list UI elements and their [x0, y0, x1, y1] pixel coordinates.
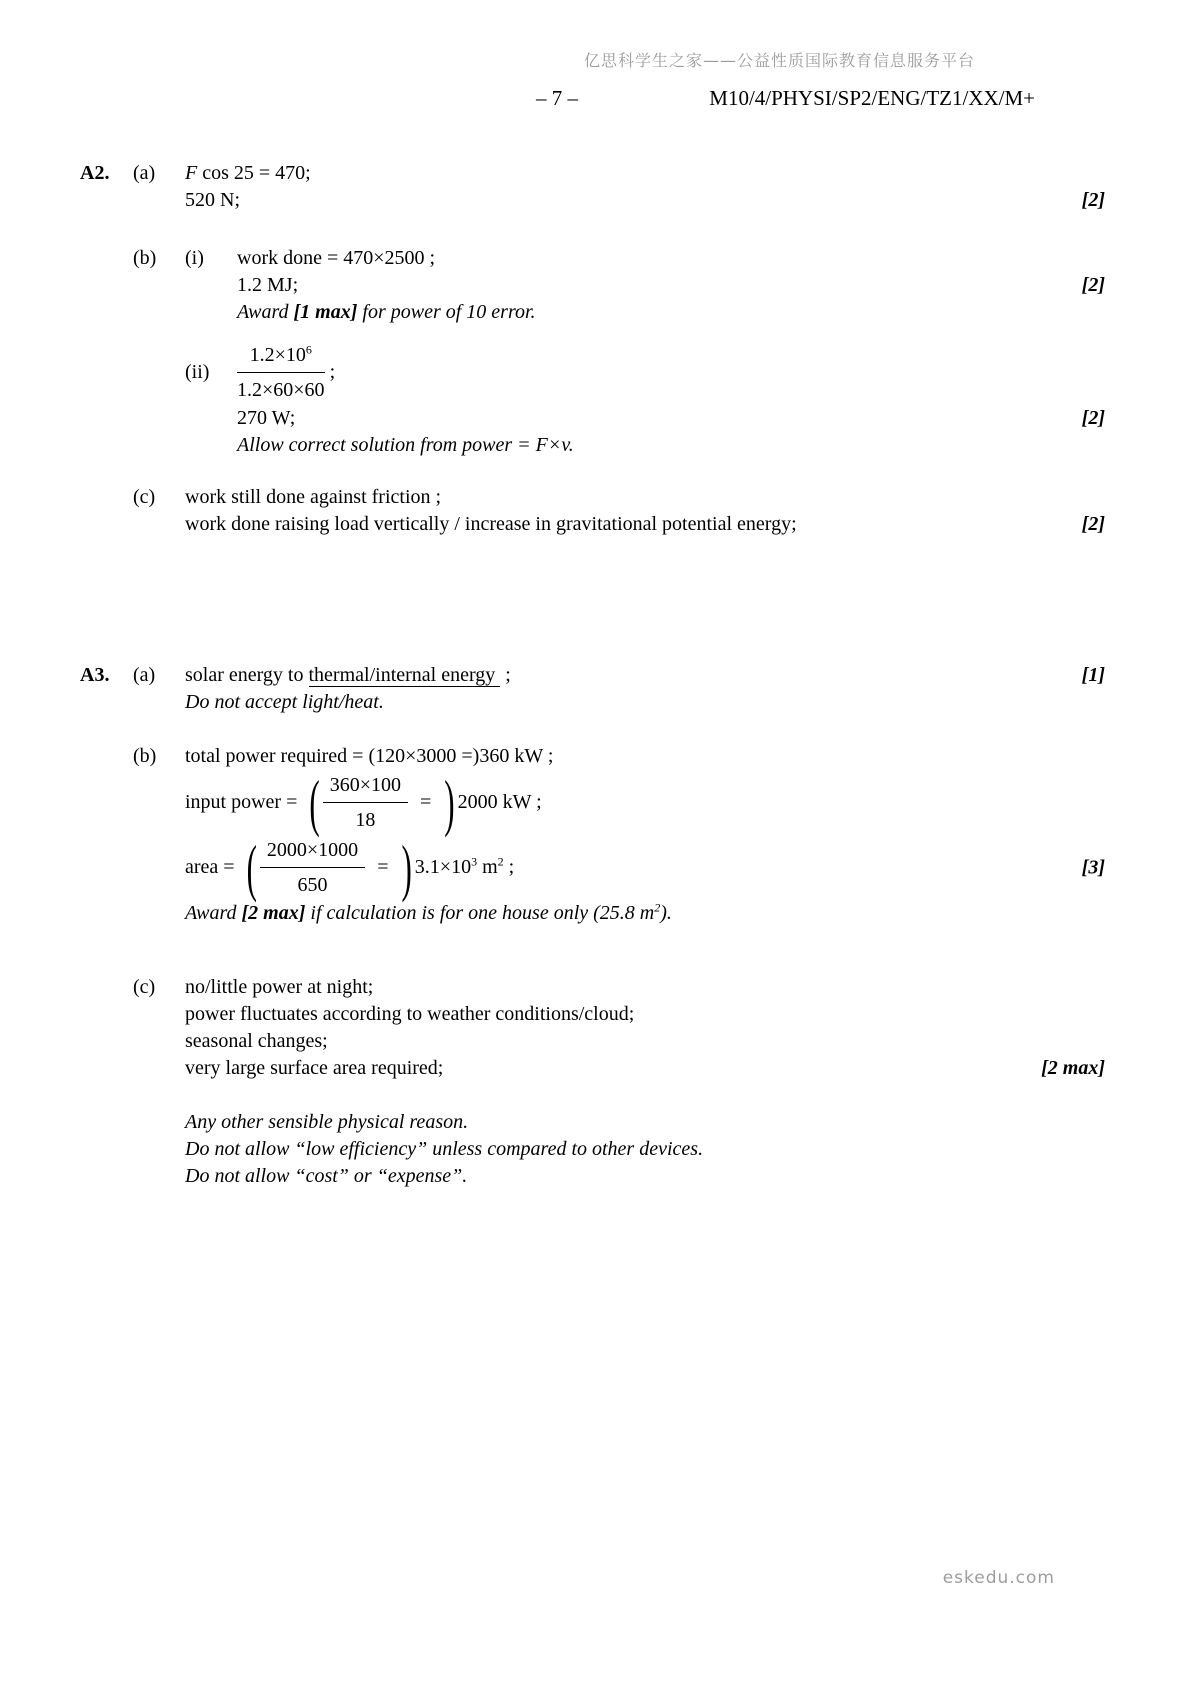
- subpart-label: (ii): [185, 361, 210, 383]
- examiner-note: Do not allow “cost” or “expense”.: [185, 1165, 468, 1187]
- answer-line: [185, 160, 1105, 187]
- fraction-expression: $\frac{1.2\times 10^6}{1.2\times 60\times 60}$ ;: [237, 340, 1105, 405]
- left-paren: (: [309, 766, 320, 839]
- marks-badge: [2]: [1081, 513, 1105, 535]
- answer-line: very large surface area required; [2 max]: [185, 1055, 1105, 1082]
- part-label: (c): [133, 486, 156, 508]
- answer-line: 520 N; [2]: [185, 187, 1105, 214]
- marks-badge: [2]: [1081, 274, 1105, 296]
- answer-line: no/little power at night;: [185, 976, 374, 998]
- answer-line: work done raising load vertically / increase in gravitational potential energy; [2]: [185, 511, 1105, 538]
- question-a2-part-b-i: [80, 245, 1105, 326]
- answer-line: solar energy to thermal/internal energy ; [1]: [185, 662, 1105, 689]
- marks-badge: [1]: [1081, 664, 1105, 686]
- marks-badge: [2]: [1081, 407, 1105, 429]
- right-paren: ): [401, 831, 412, 904]
- question-a2-part-b-ii: [80, 340, 1105, 459]
- question-a3-part-c: [80, 974, 1105, 1190]
- answer-line: power fluctuates according to weather conditions/cloud;: [185, 1003, 635, 1025]
- site-watermark: 亿思科学生之家——公益性质国际教育信息服务平台: [583, 51, 975, 70]
- answer-line: 1.2 MJ; [2]: [237, 272, 1105, 299]
- fraction: $\frac{2000\times 1000}{650}$: [260, 835, 365, 900]
- equation-text: cos 25 = 470;: [202, 162, 311, 184]
- part-label: (b): [133, 247, 157, 269]
- page-header: [0, 86, 1191, 114]
- fraction: $\frac{360\times 100}{18}$: [323, 770, 408, 835]
- question-number: A3.: [80, 664, 110, 686]
- question-a2-part-c: [80, 484, 1105, 538]
- input-power-expression: input power = ( $\frac{360\times 100}{18}$ = ) 2000 kW ;: [185, 766, 542, 839]
- left-paren: (: [246, 831, 257, 904]
- right-paren: ): [444, 766, 455, 839]
- examiner-note: Allow correct solution from power = F×v.: [237, 434, 574, 456]
- paper-code: M10/4/PHYSI/SP2/ENG/TZ1/XX/M+: [709, 86, 1035, 110]
- examiner-note: Do not allow “low efficiency” unless compared to other devices.: [185, 1138, 704, 1160]
- markscheme-body: [80, 160, 1105, 1190]
- force-symbol: F: [185, 162, 198, 184]
- question-a2-part-a: [80, 160, 1105, 214]
- part-label: (a): [133, 664, 156, 686]
- subpart-label: (i): [185, 247, 204, 269]
- question-a3-part-b: [80, 743, 1105, 927]
- area-expression: area = ( $\frac{2000\times 1000}{650}$ = ) $3.1\times 10^3$ $m^2$ ; [3]: [185, 831, 1105, 904]
- answer-line: seasonal changes;: [185, 1030, 328, 1052]
- examiner-note: Any other sensible physical reason.: [185, 1111, 469, 1133]
- answer-line: 270 W; [2]: [237, 405, 1105, 432]
- marks-badge: [2]: [1081, 189, 1105, 211]
- examiner-note: Award [1 max] for power of 10 error.: [237, 301, 536, 323]
- marks-badge: [2 max]: [1041, 1057, 1105, 1079]
- marks-badge: [3]: [1081, 856, 1105, 878]
- part-label: (a): [133, 162, 156, 184]
- examiner-note: Do not accept light/heat.: [185, 691, 384, 713]
- answer-line: work still done against friction ;: [185, 486, 442, 508]
- examiner-note: Award [2 max] if calculation is for one house only (25.8 $m^2$).: [185, 900, 672, 924]
- part-label: (b): [133, 745, 157, 767]
- underlined-phrase: thermal/internal energy: [309, 664, 501, 687]
- question-number: A2.: [80, 162, 110, 184]
- page-number: – 7 –: [536, 86, 578, 110]
- fraction: $\frac{1.2\times 10^6}{1.2\times 60\times 60}$: [237, 340, 325, 405]
- part-label: (c): [133, 976, 156, 998]
- question-a3-part-a: [80, 662, 1105, 716]
- answer-line: work done = 470×2500 ;: [237, 247, 436, 269]
- answer-line: total power required = (120×3000 =)360 kW ;: [185, 745, 554, 767]
- spacer: [185, 1082, 1105, 1109]
- footer-watermark: eskedu.com: [942, 1568, 1055, 1588]
